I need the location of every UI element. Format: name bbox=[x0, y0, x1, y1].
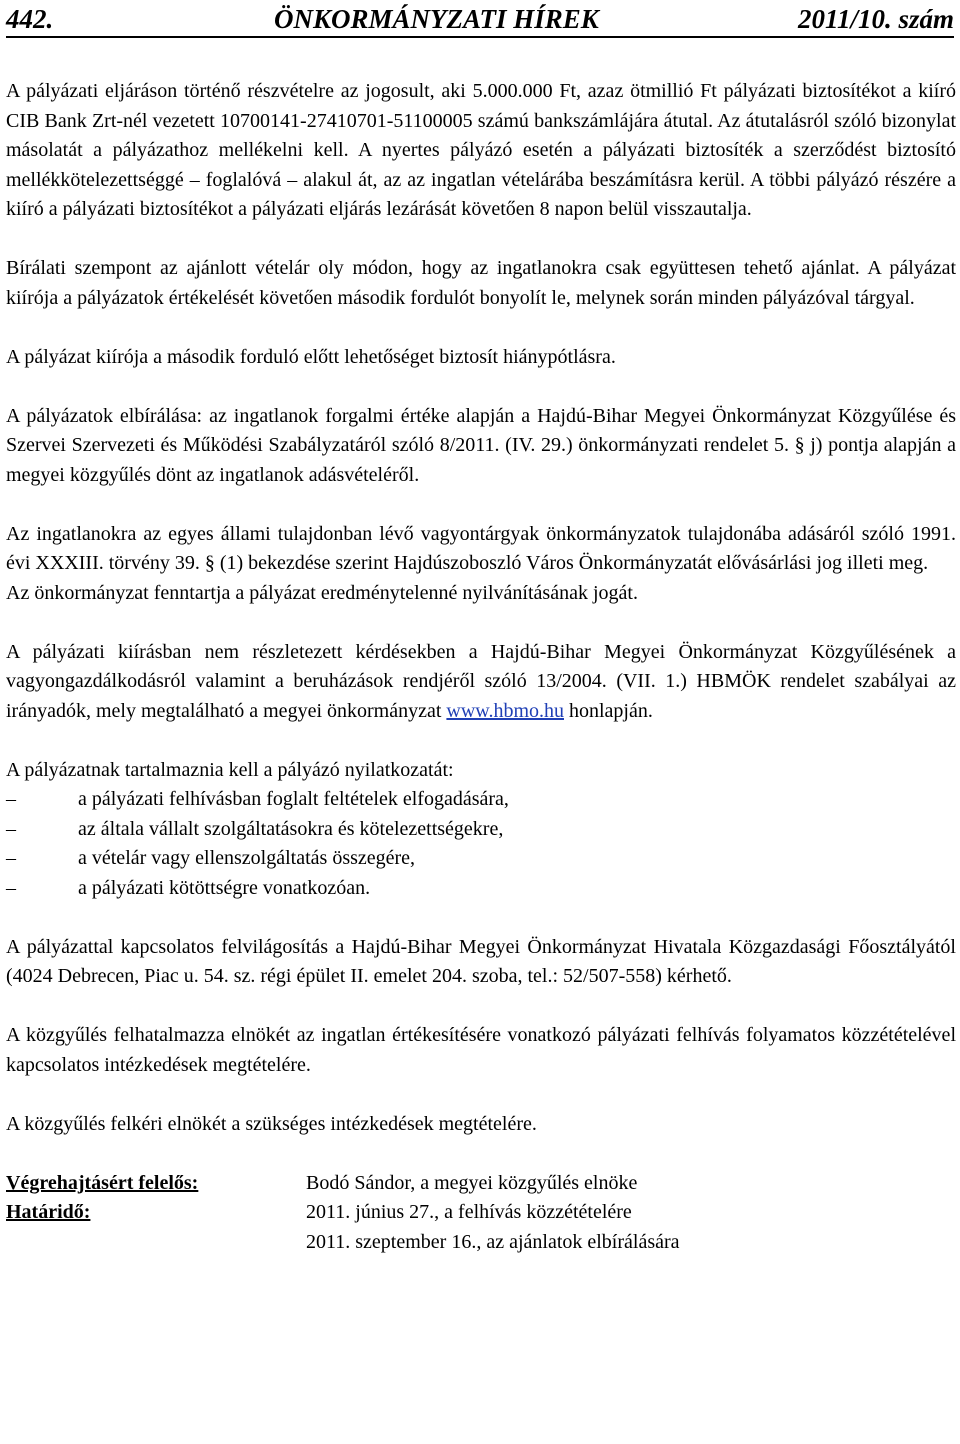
dash-bullet: – bbox=[6, 788, 16, 810]
regulations-text: A pályázati kiírásban nem részletezett kérdésekben a Hajdú-Bihar Megyei Önkormányzat Közgyűlésének a vagyongazdálkodásról valamint a beruházások rendjéről szóló 13/2004. (VII. 1.) HBMÖK rendelet szabályai az irányadók, mely megtalálható a megyei önkormányzat bbox=[6, 640, 956, 722]
page-number: 442. bbox=[6, 4, 54, 34]
issue-number: 2011/10. szám bbox=[797, 4, 954, 34]
list-item-text: a pályázati felhívásban foglalt feltételek elfogadására, bbox=[78, 788, 509, 810]
responsibility-block bbox=[6, 1169, 956, 1258]
list-item-text: a vételár vagy ellenszolgáltatás összegére, bbox=[78, 847, 416, 869]
responsible-label: Végrehajtásért felelős: bbox=[6, 1171, 199, 1194]
regulations-text-end: honlapján. bbox=[564, 699, 653, 722]
list-item bbox=[6, 874, 956, 904]
paragraph-preemption-right: Az ingatlanokra az egyes állami tulajdonban lévő vagyontárgyak önkormányzatok tulajdonába adásáról szóló 1991. évi XXXIII. törvény 39. § (1) bekezdése szerint Hajdúszoboszló Város Önkormányzatát elővásárlási jog illeti meg. bbox=[6, 522, 956, 574]
hbmo-website-link[interactable]: www.hbmo.hu bbox=[446, 699, 564, 722]
deadline-value-2: 2011. szeptember 16., az ajánlatok elbírálására bbox=[306, 1230, 680, 1253]
paragraph-regulations bbox=[6, 638, 956, 727]
paragraph-decision: A pályázatok elbírálása: az ingatlanok forgalmi értéke alapján a Hajdú-Bihar Megyei Önkormányzat Közgyűlése és Szervei Szervezeti és Működési Szabályzatáról szóló 8/2011. (IV. 29.) önkormányzati rendelet 5. § j) pontja alapján a megyei közgyűlés dönt az ingatlanok adásvételéről. bbox=[6, 404, 956, 486]
dash-bullet: – bbox=[6, 876, 16, 899]
dash-bullet: – bbox=[6, 847, 16, 869]
page-header bbox=[6, 2, 954, 38]
declaration-list bbox=[6, 785, 956, 903]
list-item bbox=[6, 844, 956, 874]
document-body bbox=[6, 77, 956, 1257]
paragraph-missing-documents: A pályázat kiírója a második forduló előtt lehetőséget biztosít hiánypótlásra. bbox=[6, 345, 616, 368]
list-item-text: a pályázati kötöttségre vonatkozóan. bbox=[78, 876, 371, 899]
paragraph-invalidation-right: Az önkormányzat fenntartja a pályázat eredménytelenné nyilvánításának jogát. bbox=[6, 581, 638, 604]
publication-title: ÖNKORMÁNYZATI HÍREK bbox=[274, 4, 599, 34]
paragraph-information-contact: A pályázattal kapcsolatos felvilágosítás a Hajdú-Bihar Megyei Önkormányzat Hivatala Közgazdasági Főosztályától (4024 Debrecen, Piac u. 54. sz. régi épület II. emelet 204. szoba, tel.: 52/507-558) kérhető. bbox=[6, 935, 956, 987]
deadline-label: Határidő: bbox=[6, 1201, 91, 1223]
paragraph-declaration-intro: A pályázatnak tartalmaznia kell a pályázó nyilatkozatát: bbox=[6, 758, 454, 781]
list-item bbox=[6, 815, 956, 845]
list-item bbox=[6, 785, 956, 815]
paragraph-deposit: A pályázati eljáráson történő részvételre az jogosult, aki 5.000.000 Ft, azaz ötmillió Ft pályázati biztosítékot a kiíró CIB Bank Zrt-nél vezetett 10700141-27410701-51100005 számú bankszámlájára átutal. Az átutalásról szóló bizonylat másolatát a pályázathoz mellékelni kell. A nyertes pályázó esetén a pályázati biztosíték a szerződést biztosító mellékkötelezettséggé – foglalóvá – alakul át, az az ingatlan vételárába beszámításra kerül. A többi pályázó részére a kiíró a pályázati biztosítékot a pályázati eljárás lezárását követően 8 napon belül visszautalja. bbox=[6, 80, 956, 220]
responsible-value: Bodó Sándor, a megyei közgyűlés elnöke bbox=[306, 1171, 638, 1194]
deadline-spacer bbox=[6, 1228, 306, 1258]
dash-bullet: – bbox=[6, 817, 16, 840]
paragraph-evaluation-criteria: Bírálati szempont az ajánlott vételár oly módon, hogy az ingatlanokra csak együttesen tehető ajánlat. A pályázat kiírója a pályázatok értékelését követően második fordulót bonyolít le, melynek során minden pályázóval tárgyal. bbox=[6, 257, 956, 309]
deadline-value-1: 2011. június 27., a felhívás közzétételére bbox=[306, 1201, 632, 1223]
paragraph-authorization: A közgyűlés felhatalmazza elnökét az ingatlan értékesítésére vonatkozó pályázati felhívás folyamatos közzétételével kapcsolatos intézkedések megtételére. bbox=[6, 1024, 956, 1076]
paragraph-request: A közgyűlés felkéri elnökét a szükséges intézkedések megtételére. bbox=[6, 1112, 537, 1135]
list-item-text: az általa vállalt szolgáltatásokra és kötelezettségekre, bbox=[78, 817, 504, 840]
